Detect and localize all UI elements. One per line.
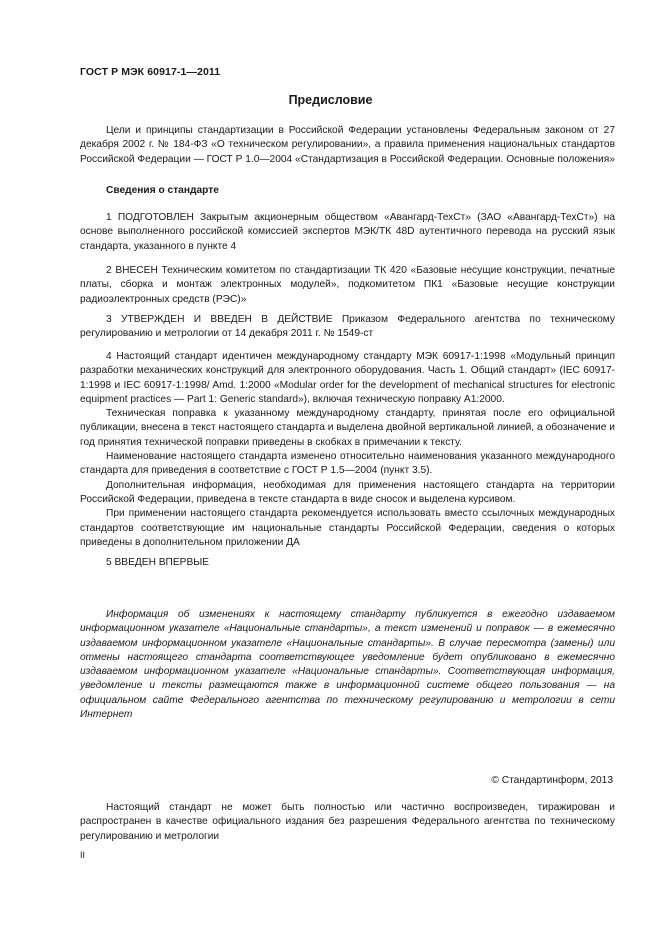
item-4-references-text: При применении настоящего стандарта рекомендуется использовать вместо ссылочных международных стандартов соответствующие им национальные стандарты Российской Федерации, сведения о которых приведены в дополнительном приложении ДА	[80, 508, 615, 548]
item-1-text: 1 ПОДГОТОВЛЕН Закрытым акционерным обществом «Авангард-ТехСт» (ЗАО «Авангард-ТехСт») на основе выполненного российской комиссией экспертов МЭК/ТК 48D аутентичного перевода на русский язык стандарта, указанного в пункте 4	[80, 212, 615, 252]
item-4-additional-info-text: Дополнительная информация, необходимая для применения настоящего стандарта на территории Российской Федерации, приведена в тексте стандарта в виде сносок и выделена курсивом.	[80, 479, 615, 505]
reproduction-notice	[80, 801, 615, 844]
amendments-notice-text: Информация об изменениях к настоящему стандарту публикуется в ежегодно издаваемом информационном указателе «Национальные стандарты», а текст изменений и поправок — в ежемесячно издаваемом информационном указателе «Национальные стандарты». В случае пересмотра (замены) или отмены настоящего стандарта соответствующее уведомление будет опубликовано в ежемесячно издаваемом информационном указателе «Национальные стандарты». Соответствующая информация, уведомление и тексты размещаются также в информационной системе общего пользования — на официальном сайте Федерального агентства по техническому регулированию и метрологии в сети Интернет	[80, 609, 615, 721]
item-5	[80, 556, 615, 570]
item-3-text: 3 УТВЕРЖДЕН И ВВЕДЕН В ДЕЙСТВИЕ Приказом Федерального агентства по техническому регулированию и метрологии от 14 декабря 2011 г. № 1549-ст	[80, 314, 615, 340]
item-2-text: 2 ВНЕСЕН Техническим комитетом по стандартизации ТК 420 «Базовые несущие конструкции, печатные платы, сборка и монтаж электронных модулей», подкомитетом ПК1 «Базовые несущие конструкции радиоэлектронных средств (РЭС)»	[80, 265, 615, 305]
item-4-name-change-text: Наименование настоящего стандарта изменено относительно наименования указанного международного стандарта для приведения в соответствие с ГОСТ Р 1.5—2004 (пункт 3.5).	[80, 451, 615, 477]
item-4	[80, 350, 615, 550]
amendments-notice	[80, 608, 615, 722]
item-4-text: 4 Настоящий стандарт идентичен международному стандарту МЭК 60917-1:1998 «Модульный принцип разработки механических конструкций для электронного оборудования. Часть 1. Общий стандарт» (IEC 60917-1:1998 и IEC 60917-1:1998/ Amd. 1:2000 «Modular order for the development of mechanical structures for electronic equipment practices — Part 1: Generic standard»), включая техническую поправку A1:2000.	[80, 351, 615, 405]
document-header: ГОСТ Р МЭК 60917-1—2011	[80, 66, 221, 78]
section-heading	[80, 184, 615, 198]
page-title: Предисловие	[288, 93, 373, 107]
item-2	[80, 264, 615, 307]
item-4-correction-text: Техническая поправка к указанному международному стандарту, принятая после его официальной публикации, внесена в текст настоящего стандарта и выделена двойной вертикальной линией, а обозначение и год принятия технической поправки приведены в скобках в примечании к тексту.	[80, 408, 615, 448]
reproduction-notice-text: Настоящий стандарт не может быть полностью или частично воспроизведен, тиражирован и распространен в качестве официального издания без разрешения Федерального агентства по техническому регулированию и метрологии	[80, 802, 615, 842]
page-number: II	[80, 850, 86, 860]
item-3	[80, 313, 615, 342]
copyright-line: © Стандартинформ, 2013	[491, 775, 613, 786]
item-5-text: 5 ВВЕДЕН ВПЕРВЫЕ	[106, 557, 210, 568]
intro-paragraph	[80, 124, 615, 167]
intro-text: Цели и принципы стандартизации в Российской Федерации установлены Федеральным законом от 27 декабря 2002 г. № 184-ФЗ «О техническом регулировании», а правила применения национальных стандартов Российской Федерации — ГОСТ Р 1.0—2004 «Стандартизация в Российской Федерации. Основные положения»	[80, 125, 615, 165]
item-1	[80, 211, 615, 254]
section-heading-text: Сведения о стандарте	[106, 185, 219, 196]
